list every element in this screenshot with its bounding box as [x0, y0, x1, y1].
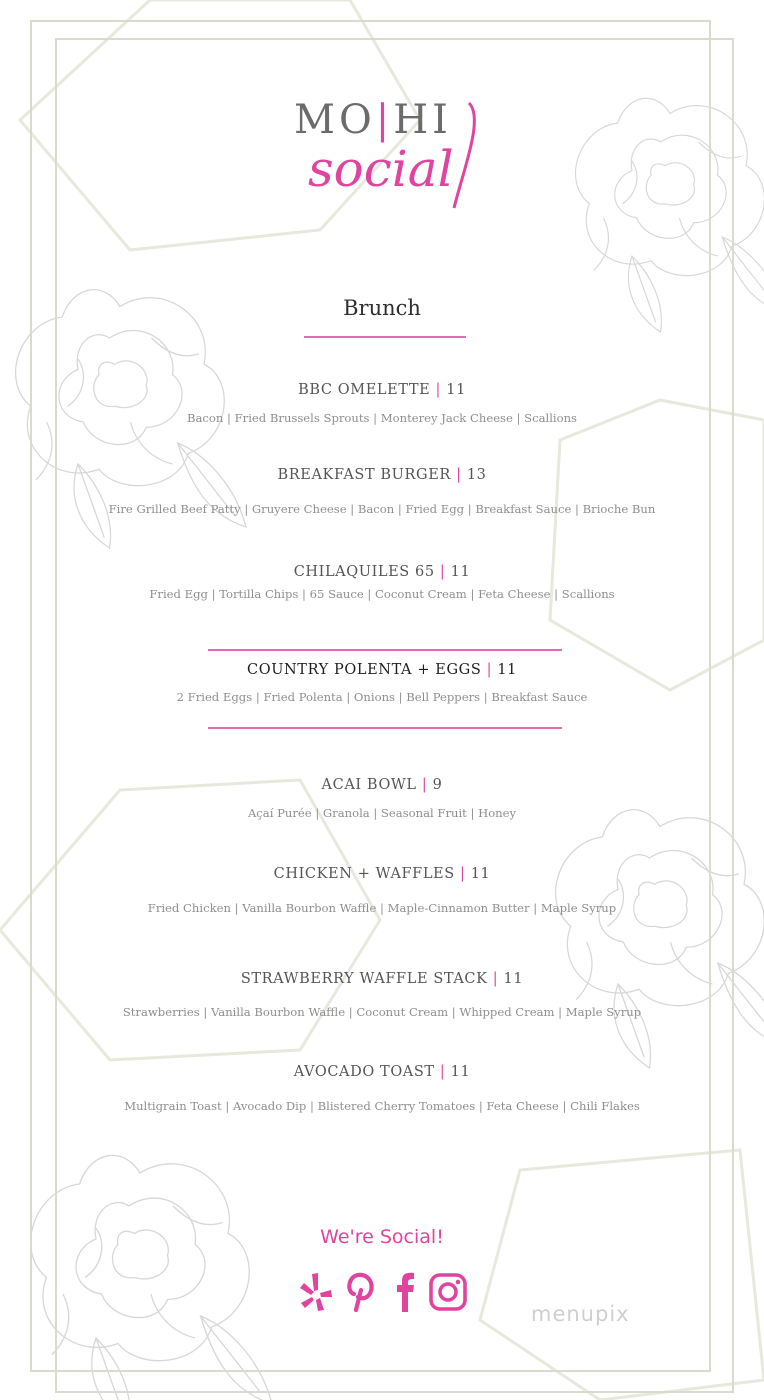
- price-separator: |: [486, 662, 493, 678]
- facebook-icon[interactable]: [386, 1270, 426, 1314]
- price-separator: |: [460, 866, 466, 882]
- price-separator: |: [456, 467, 462, 483]
- item-title: BBC OMELETTE: [298, 382, 436, 398]
- menu-item-description: Fried Egg | Tortilla Chips | 65 Sauce | Coconut Cream | Feta Cheese | Scallions: [149, 587, 615, 601]
- social-heading: We're Social!: [320, 1226, 444, 1248]
- item-price: 11: [470, 866, 491, 882]
- menu-item-name: [0, 467, 764, 483]
- menu-item-description: Multigrain Toast | Avocado Dip | Blistered Cherry Tomatoes | Feta Cheese | Chili Flakes: [124, 1099, 640, 1113]
- item-price: 11: [503, 971, 524, 987]
- logo-part-2: HI: [393, 97, 452, 143]
- menu-item-name: [0, 662, 764, 678]
- menu-item-description: 2 Fried Eggs | Fried Polenta | Onions | Bell Peppers | Breakfast Sauce: [176, 690, 588, 704]
- item-title: BREAKFAST BURGER: [277, 467, 451, 483]
- logo-script: [294, 98, 494, 218]
- menu-item-name: [0, 1064, 764, 1080]
- yelp-icon[interactable]: [296, 1270, 336, 1314]
- item-price: 11: [450, 564, 471, 580]
- instagram-icon[interactable]: [428, 1270, 468, 1314]
- logo-part-1: MO: [294, 97, 376, 143]
- menu-item-name: [0, 564, 764, 580]
- menu-item-description: Fire Grilled Beef Patty | Gruyere Cheese | Bacon | Fried Egg | Breakfast Sauce | Brioche Bun: [108, 502, 656, 516]
- menu-item-name: [0, 866, 764, 882]
- item-title: CHICKEN + WAFFLES: [273, 866, 455, 882]
- logo-script-word: social: [308, 140, 454, 198]
- item-price: 9: [432, 777, 443, 793]
- inner-frame: [55, 38, 734, 1393]
- menu-item-name: [0, 777, 764, 793]
- item-title: AVOCADO TOAST: [293, 1064, 435, 1080]
- brand-logo: [294, 98, 494, 218]
- logo-separator: |: [375, 97, 394, 143]
- item-price: 11: [450, 1064, 471, 1080]
- item-title: ACAI BOWL: [321, 777, 417, 793]
- featured-rule-top: [208, 649, 562, 651]
- item-title: COUNTRY POLENTA + EGGS: [247, 662, 482, 678]
- item-price: 13: [466, 467, 487, 483]
- section-title: Brunch: [343, 296, 421, 320]
- item-title: STRAWBERRY WAFFLE STACK: [240, 971, 488, 987]
- item-title: CHILAQUILES 65: [293, 564, 440, 580]
- menu-item-description: Fried Chicken | Vanilla Bourbon Waffle | Maple-Cinnamon Butter | Maple Syrup: [147, 901, 617, 915]
- price-separator: |: [435, 382, 442, 398]
- menu-item-description: Bacon | Fried Brussels Sprouts | Monterey Jack Cheese | Scallions: [186, 411, 578, 425]
- price-separator: |: [439, 1064, 446, 1080]
- menu-item-name: [0, 971, 764, 987]
- social-icon-row: [296, 1270, 468, 1316]
- watermark: menupix: [531, 1302, 630, 1326]
- item-price: 11: [446, 382, 466, 398]
- price-separator: |: [492, 971, 499, 987]
- item-price: 11: [497, 662, 517, 678]
- title-underline: [304, 336, 466, 338]
- menu-item-description: Strawberries | Vanilla Bourbon Waffle | Coconut Cream | Whipped Cream | Maple Syrup: [122, 1005, 642, 1019]
- menu-item-description: Açaí Purée | Granola | Seasonal Fruit | Honey: [247, 806, 517, 820]
- pinterest-icon[interactable]: [342, 1270, 382, 1314]
- featured-rule-bottom: [208, 727, 562, 729]
- price-separator: |: [421, 777, 428, 793]
- menu-item-name: [0, 382, 764, 398]
- price-separator: |: [439, 564, 446, 580]
